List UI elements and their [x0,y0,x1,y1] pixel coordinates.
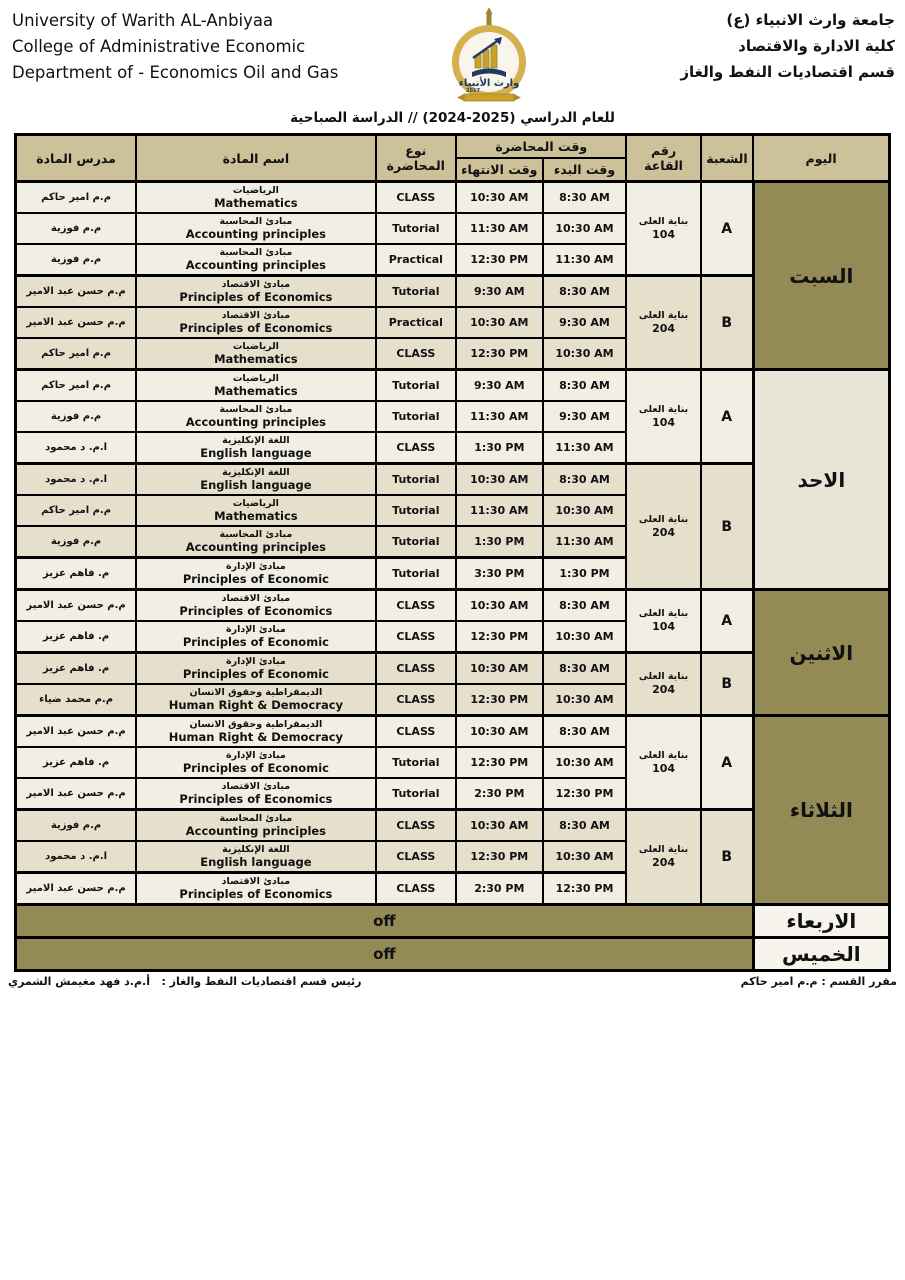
teacher-cell: ا.م. د محمود [16,464,137,496]
start-time-cell: 8:30 AM [543,653,627,685]
subject-name-arabic: الديمقراطية وحقوق الانسان [189,686,323,698]
svg-text:وارث الأنبياء: وارث الأنبياء [458,78,519,89]
college-name-en: College of Administrative Economic [12,37,306,57]
end-time-cell: 10:30 AM [456,716,543,748]
end-time-cell: 11:30 AM [456,401,543,432]
room-number: 104 [652,761,676,775]
end-time-cell: 11:30 AM [456,213,543,244]
section-cell: A [701,182,753,276]
end-time-cell: 10:30 AM [456,810,543,842]
room-cell [626,182,700,276]
subject-name-english: Principles of Economic [182,760,329,775]
subject-name-english: Mathematics [214,351,298,366]
start-time-cell: 8:30 AM [543,182,627,214]
subject-cell [136,621,375,653]
start-time-cell: 10:30 AM [543,684,627,716]
college-name-english [12,8,342,86]
lecture-type-column-header: نوع المحاضرة [376,135,456,182]
teacher-cell: ا.م. د محمود [16,841,137,873]
class-row [16,182,890,214]
start-time-column-header: وقت البدء [543,158,627,182]
subject-name-arabic: مبادئ المحاسبة [219,812,293,824]
room-building-name: بناية العلى [638,749,689,761]
teacher-cell: م.م امير حاكم [16,182,137,214]
day-name-cell: السبت [753,182,889,370]
subject-name-arabic: الرياضيات [232,184,279,196]
room-number: 204 [652,856,676,870]
room-number: 204 [652,683,676,697]
subject-cell [136,778,375,810]
room-cell [626,653,700,716]
department-coordinator: مقرر القسم : م.م امير حاكم [740,975,897,988]
start-time-cell: 12:30 PM [543,778,627,810]
lecture-type-cell: Tutorial [376,778,456,810]
section-cell: A [701,590,753,653]
subject-name-arabic: مبادئ الاقتصاد [221,780,291,792]
subject-name-arabic: مبادئ الإدارة [226,560,286,572]
lecture-type-cell: Tutorial [376,370,456,402]
subject-cell [136,244,375,276]
end-time-cell: 12:30 PM [456,244,543,276]
end-time-cell: 10:30 AM [456,182,543,214]
start-time-cell: 8:30 AM [543,810,627,842]
end-time-cell: 2:30 PM [456,873,543,905]
subject-cell [136,401,375,432]
subject-name-arabic: الرياضيات [232,340,279,352]
lecture-type-cell: CLASS [376,810,456,842]
subject-name-english: Mathematics [214,195,298,210]
subject-name-english: English language [200,854,312,869]
lecture-type-cell: CLASS [376,338,456,370]
room-building-name: بناية العلى [638,215,689,227]
subject-name-arabic: اللغة الإنكليزية [222,843,290,855]
section-cell: B [701,464,753,590]
off-bar: off [16,938,754,971]
start-time-cell: 8:30 AM [543,590,627,622]
section-cell: A [701,370,753,464]
subject-name-arabic: اللغة الإنكليزية [222,466,290,478]
start-time-cell: 10:30 AM [543,495,627,526]
subject-name-arabic: الديمقراطية وحقوق الانسان [189,718,323,730]
department-name-en: Department of - Economics Oil and Gas [12,63,339,83]
teacher-cell: م.م محمد ضياء [16,684,137,716]
subject-name-arabic: مبادئ الاقتصاد [221,278,291,290]
subject-name-english: Principles of Economics [179,886,333,901]
subject-name-english: Human Right & Democracy [168,697,344,712]
subject-cell [136,464,375,496]
lecture-type-cell: Tutorial [376,401,456,432]
start-time-cell: 11:30 AM [543,244,627,276]
letterhead [0,0,905,104]
start-time-cell: 10:30 AM [543,841,627,873]
teacher-cell: م.م امير حاكم [16,338,137,370]
subject-name-arabic: مبادئ المحاسبة [219,215,293,227]
room-cell [626,370,700,464]
table-body [16,182,890,971]
subject-name-arabic: الرياضيات [232,497,279,509]
section-column-header: الشعبة [701,135,753,182]
room-building-name: بناية العلى [638,309,689,321]
start-time-cell: 10:30 AM [543,338,627,370]
room-building-name: بناية العلى [638,403,689,415]
teacher-cell: م. فاهم عزيز [16,558,137,590]
teacher-cell: م.م حسن عبد الامير [16,778,137,810]
subject-cell [136,307,375,338]
subject-column-header: اسم المادة [136,135,375,182]
lecture-type-cell: CLASS [376,590,456,622]
subject-cell [136,338,375,370]
subject-cell [136,432,375,464]
subject-name-english: Principles of Economic [182,634,329,649]
start-time-cell: 10:30 AM [543,213,627,244]
end-time-cell: 10:30 AM [456,590,543,622]
end-time-cell: 12:30 PM [456,621,543,653]
section-cell: A [701,716,753,810]
end-time-cell: 1:30 PM [456,432,543,464]
subject-name-english: Mathematics [214,508,298,523]
day-name-cell: الخميس [753,938,889,971]
university-logo [429,8,549,103]
lecture-type-cell: Tutorial [376,495,456,526]
day-column-header: اليوم [753,135,889,182]
teacher-cell: م.م فوزية [16,401,137,432]
end-time-cell: 3:30 PM [456,558,543,590]
subject-name-english: Principles of Economic [182,666,329,681]
subject-cell [136,716,375,748]
department-name-ar: قسم اقتصاديات النفط والغاز [680,62,895,81]
subject-cell [136,841,375,873]
end-time-cell: 10:30 AM [456,307,543,338]
teacher-cell: م.م فوزية [16,810,137,842]
university-name-en: University of Warith AL-Anbiyaa [12,11,274,30]
room-building-name: بناية العلى [638,513,689,525]
start-time-cell: 12:30 PM [543,873,627,905]
start-time-cell: 11:30 AM [543,432,627,464]
subject-cell [136,182,375,214]
subject-name-english: English language [200,477,312,492]
subject-cell [136,653,375,685]
subject-cell [136,558,375,590]
section-cell: B [701,276,753,370]
university-emblem-icon [431,8,547,103]
lecture-type-cell: Practical [376,244,456,276]
end-time-column-header: وقت الانتهاء [456,158,543,182]
subject-name-arabic: مبادئ الإدارة [226,623,286,635]
start-time-cell: 8:30 AM [543,370,627,402]
subject-cell [136,370,375,402]
section-cell: B [701,653,753,716]
subject-cell [136,873,375,905]
subject-name-arabic: مبادئ المحاسبة [219,246,293,258]
subject-name-arabic: مبادئ الاقتصاد [221,592,291,604]
subject-name-arabic: مبادئ الاقتصاد [221,875,291,887]
end-time-cell: 1:30 PM [456,526,543,558]
subject-cell [136,276,375,308]
room-number: 204 [652,525,676,539]
room-number: 104 [652,227,676,241]
start-time-cell: 8:30 AM [543,276,627,308]
subject-cell [136,684,375,716]
room-column-header: رقم القاعة [626,135,700,182]
class-row [16,370,890,402]
subject-name-english: English language [200,445,312,460]
subject-name-english: Principles of Economics [179,289,333,304]
subject-name-english: Principles of Economics [179,603,333,618]
teacher-cell: م.م حسن عبد الامير [16,276,137,308]
end-time-cell: 12:30 PM [456,841,543,873]
subject-name-english: Human Right & Democracy [168,729,344,744]
off-day-row [16,938,890,971]
day-name-cell: الثلاثاء [753,716,889,905]
end-time-cell: 10:30 AM [456,653,543,685]
college-name-ar: كلية الادارة والاقتصاد [738,36,895,55]
subject-name-english: Accounting principles [185,226,327,241]
room-cell [626,464,700,590]
room-number: 104 [652,620,676,634]
room-number: 204 [652,321,676,335]
start-time-cell: 8:30 AM [543,464,627,496]
subject-name-arabic: مبادئ المحاسبة [219,403,293,415]
subject-cell [136,590,375,622]
lecture-type-cell: CLASS [376,873,456,905]
university-name-ar: جامعة وارث الانبياء (ع) [726,11,895,29]
lecture-type-cell: Tutorial [376,558,456,590]
subject-name-arabic: مبادئ المحاسبة [219,528,293,540]
subject-name-english: Principles of Economic [182,571,329,586]
teacher-cell: م. فاهم عزيز [16,621,137,653]
teacher-cell: م.م حسن عبد الامير [16,307,137,338]
teacher-cell: م.م حسن عبد الامير [16,873,137,905]
lecture-type-cell: CLASS [376,841,456,873]
room-building-name: بناية العلى [638,671,689,683]
subject-name-english: Accounting principles [185,257,327,272]
start-time-cell: 9:30 AM [543,307,627,338]
end-time-cell: 2:30 PM [456,778,543,810]
lecture-type-cell: CLASS [376,716,456,748]
room-building-name: بناية العلى [638,844,689,856]
subject-name-arabic: مبادئ الاقتصاد [221,309,291,321]
lecture-type-cell: Practical [376,307,456,338]
room-cell [626,590,700,653]
document-title: للعام الدراسي (2025-2024) // الدراسة الصباحية [290,110,615,126]
start-time-cell: 8:30 AM [543,716,627,748]
start-time-cell: 10:30 AM [543,621,627,653]
teacher-cell: م.م حسن عبد الامير [16,590,137,622]
teacher-cell: م.م فوزية [16,526,137,558]
room-building-name: بناية العلى [638,608,689,620]
subject-name-english: Mathematics [214,383,298,398]
subject-name-arabic: الرياضيات [232,372,279,384]
class-row [16,716,890,748]
department-head: رئيس قسم اقتصاديات النفط والغاز : أ.م.د فهد مغيمش الشمري [8,975,362,988]
subject-name-english: Principles of Economics [179,791,333,806]
teacher-cell: م.م امير حاكم [16,495,137,526]
subject-cell [136,526,375,558]
class-row [16,590,890,622]
end-time-cell: 9:30 AM [456,370,543,402]
room-cell [626,276,700,370]
teacher-cell: م.م حسن عبد الامير [16,716,137,748]
end-time-cell: 9:30 AM [456,276,543,308]
lecture-type-cell: CLASS [376,621,456,653]
teacher-cell: م.م فوزية [16,244,137,276]
teacher-column-header: مدرس المادة [16,135,137,182]
off-bar: off [16,905,754,938]
teacher-cell: م.م فوزية [16,213,137,244]
subject-cell [136,747,375,778]
subject-cell [136,495,375,526]
end-time-cell: 12:30 PM [456,338,543,370]
end-time-cell: 11:30 AM [456,495,543,526]
start-time-cell: 11:30 AM [543,526,627,558]
subject-cell [136,213,375,244]
lecture-type-cell: CLASS [376,182,456,214]
table-header [16,135,890,182]
lecture-type-cell: Tutorial [376,276,456,308]
lecture-type-cell: CLASS [376,653,456,685]
teacher-cell: ا.م. د محمود [16,432,137,464]
svg-text:2017: 2017 [465,88,480,94]
lecture-type-cell: Tutorial [376,747,456,778]
end-time-cell: 10:30 AM [456,464,543,496]
subject-name-arabic: مبادئ الإدارة [226,655,286,667]
room-number: 104 [652,415,676,429]
start-time-cell: 9:30 AM [543,401,627,432]
day-name-cell: الاربعاء [753,905,889,938]
footer [4,975,901,988]
subject-name-english: Accounting principles [185,539,327,554]
teacher-cell: م.م امير حاكم [16,370,137,402]
end-time-cell: 12:30 PM [456,684,543,716]
lecture-type-cell: Tutorial [376,464,456,496]
day-name-cell: الاثنين [753,590,889,716]
subject-cell [136,810,375,842]
room-cell [626,716,700,810]
off-day-row [16,905,890,938]
lecture-time-group-header: وقت المحاضرة [456,135,626,159]
teacher-cell: م. فاهم عزيز [16,747,137,778]
end-time-cell: 12:30 PM [456,747,543,778]
college-name-arabic [635,8,895,85]
subject-name-arabic: مبادئ الإدارة [226,749,286,761]
start-time-cell: 1:30 PM [543,558,627,590]
weekly-timetable [14,133,891,972]
subject-name-english: Accounting principles [185,414,327,429]
subject-name-english: Principles of Economics [179,320,333,335]
lecture-type-cell: Tutorial [376,526,456,558]
subject-name-english: Accounting principles [185,823,327,838]
subject-name-arabic: اللغة الإنكليزية [222,434,290,446]
lecture-type-cell: CLASS [376,432,456,464]
teacher-cell: م. فاهم عزيز [16,653,137,685]
start-time-cell: 10:30 AM [543,747,627,778]
lecture-type-cell: Tutorial [376,213,456,244]
room-cell [626,810,700,905]
section-cell: B [701,810,753,905]
lecture-type-cell: CLASS [376,684,456,716]
day-name-cell: الاحد [753,370,889,590]
